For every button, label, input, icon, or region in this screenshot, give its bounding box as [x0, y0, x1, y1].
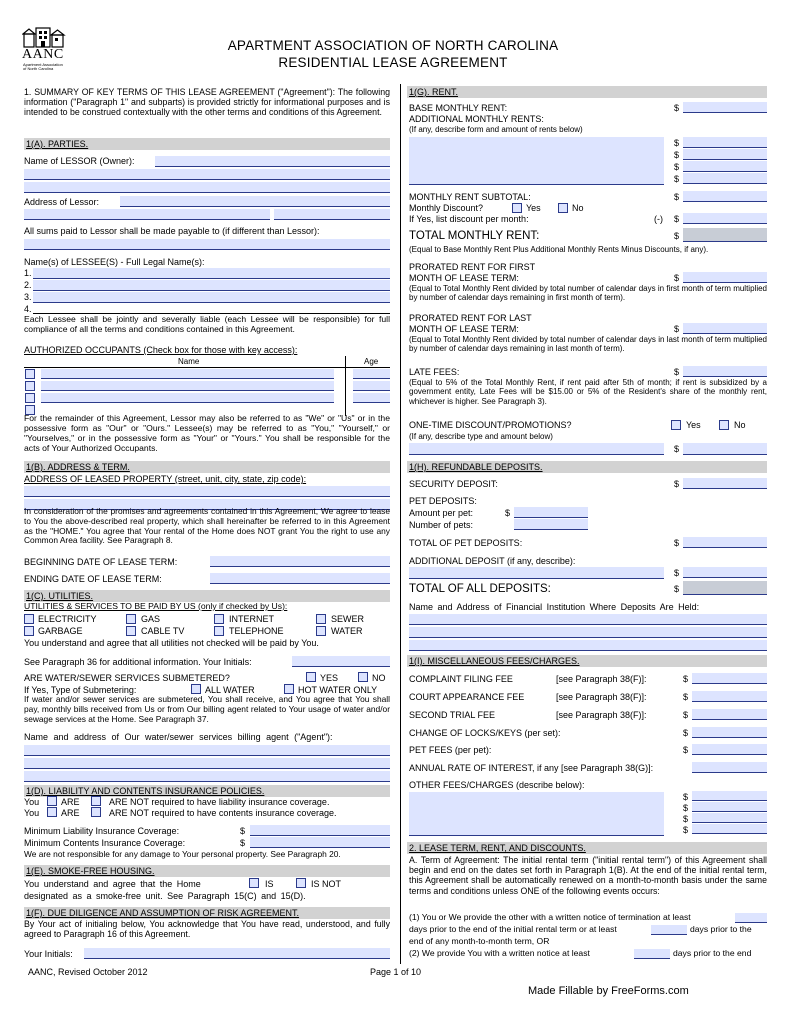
- utilities-paid-label: UTILITIES & SERVICES TO BE PAID BY US (only if checked by Us):: [24, 601, 288, 611]
- occupant-2-name[interactable]: [41, 381, 334, 391]
- lessor-address-field-3[interactable]: [274, 209, 390, 220]
- institution-label: Name and Address of Financial Institution Where Deposits Are Held:: [409, 602, 700, 612]
- late-fees-label: LATE FEES:: [409, 367, 460, 377]
- dollar-sign: $: [674, 584, 680, 594]
- additional-rent-2[interactable]: [683, 149, 767, 160]
- internet-checkbox[interactable]: [214, 614, 224, 624]
- submetered-yes-checkbox[interactable]: [306, 672, 316, 682]
- notice-days-field-3[interactable]: [634, 949, 670, 959]
- other-fee-4[interactable]: [692, 824, 767, 834]
- you-label: You: [24, 797, 40, 807]
- telephone-label: TELEPHONE: [229, 626, 284, 636]
- amount-per-pet-field[interactable]: [514, 507, 588, 518]
- contents-are-checkbox[interactable]: [47, 807, 57, 817]
- notice-days-field-1[interactable]: [735, 913, 767, 923]
- beginning-date-label: BEGINNING DATE OF LEASE TERM:: [24, 557, 178, 567]
- smoke-is-checkbox[interactable]: [249, 878, 259, 888]
- hot-water-checkbox[interactable]: [284, 684, 294, 694]
- logo-subtext: of North Carolina: [23, 66, 54, 71]
- lessor-name-field-3[interactable]: [24, 182, 390, 193]
- total-monthly-rent-field[interactable]: [683, 228, 767, 242]
- hot-water-label: HOT WATER ONLY: [298, 685, 378, 695]
- term-clause-1b: days prior to the end of the initial rental term or at least: [409, 924, 617, 934]
- your-initials-label: Your Initials:: [24, 949, 73, 959]
- lessor-name-label: Name of LESSOR (Owner):: [24, 156, 135, 166]
- pet-deposits-label: PET DEPOSITS:: [409, 496, 477, 506]
- subtotal-field[interactable]: [683, 191, 767, 202]
- total-rent-note: (Equal to Base Monthly Rent Plus Additional Monthly Rents Minus Discounts, if any).: [409, 245, 709, 254]
- liability-are-not-checkbox[interactable]: [91, 796, 101, 806]
- total-pet-deposits-field[interactable]: [683, 537, 767, 548]
- lessor-name-field-2[interactable]: [24, 169, 390, 180]
- see-38f-label: [see Paragraph 38(F)]:: [556, 710, 647, 720]
- section-1f-header: [24, 907, 390, 919]
- locks-keys-label: CHANGE OF LOCKS/KEYS (per set):: [409, 728, 561, 738]
- locks-keys-field[interactable]: [692, 727, 767, 738]
- gas-label: GAS: [141, 614, 161, 624]
- dollar-sign: $: [674, 538, 680, 548]
- section-2-header: [407, 842, 767, 854]
- leased-property-label: ADDRESS OF LEASED PROPERTY (street, unit, city, state, zip code):: [24, 474, 307, 484]
- occupant-2-checkbox[interactable]: [25, 381, 35, 391]
- security-deposit-label: SECURITY DEPOSIT:: [409, 479, 498, 489]
- utilities-note: You understand and agree that all utilities not checked will be paid by You.: [24, 638, 319, 648]
- submetering-type-label: If Yes, Type of Submetering:: [24, 685, 137, 695]
- prorated-first-field[interactable]: [683, 272, 767, 283]
- term-clause-1c: days prior to the: [690, 924, 752, 934]
- cable-tv-label: CABLE TV: [141, 626, 185, 636]
- total-all-deposits-field[interactable]: [683, 581, 767, 595]
- page-number: Page 1 of 10: [370, 967, 422, 977]
- payable-field[interactable]: [24, 239, 390, 250]
- section-title: 1(F). DUE DILIGENCE AND ASSUMPTION OF RISK AGREEMENT.: [26, 908, 300, 918]
- contents-are-not-label: ARE NOT required to have contents insurance coverage.: [109, 808, 337, 818]
- onetime-no-checkbox[interactable]: [719, 420, 729, 430]
- section-title: 1(I). MISCELLANEOUS FEES/CHARGES.: [409, 656, 580, 666]
- onetime-yes-label: Yes: [686, 420, 701, 430]
- second-trial-field[interactable]: [692, 709, 767, 720]
- dollar-sign: $: [674, 138, 680, 148]
- dollar-sign: $: [683, 792, 689, 802]
- column-divider: [400, 84, 401, 964]
- term-clause-2b: days prior to the end: [673, 948, 752, 958]
- lessor-address-field-2[interactable]: [24, 209, 270, 220]
- monthly-discount-label: Monthly Discount?: [409, 203, 484, 213]
- amount-per-pet-label: Amount per pet:: [409, 508, 474, 518]
- dollar-sign: $: [683, 803, 689, 813]
- institution-field[interactable]: [409, 614, 767, 625]
- submetered-yes-label: YES: [320, 673, 339, 683]
- beginning-date-field[interactable]: [210, 556, 390, 567]
- dollar-sign: $: [674, 162, 680, 172]
- water-label: WATER: [331, 626, 363, 636]
- lessee-1-field[interactable]: [33, 268, 390, 279]
- all-water-checkbox[interactable]: [191, 684, 201, 694]
- term-clause-2: (2) We provide You with a written notice at least: [409, 948, 590, 958]
- are-label: ARE: [61, 797, 80, 807]
- electricity-checkbox[interactable]: [24, 614, 34, 624]
- dollar-sign: $: [674, 273, 680, 283]
- consideration-text: In consideration of the promises and agreements contained in this Agreement, We agree to lease to You the above-described real property, which shall hereinafter be referred to in this Agreement as the "HOME." You agree that Your rental of the Home does NOT grant You the right to use any Common Area facility. See Paragraph 8.: [24, 506, 390, 546]
- number-of-pets-field[interactable]: [514, 519, 588, 530]
- min-liability-label: Minimum Liability Insurance Coverage:: [24, 826, 180, 836]
- garbage-label: GARBAGE: [38, 626, 83, 636]
- submetered-no-checkbox[interactable]: [358, 672, 368, 682]
- prorated-first-note: (Equal to Total Monthly Rent divided by total number of calendar days in first month of term multiplied by number of calendar days remaining in first month of term).: [409, 284, 767, 303]
- due-diligence-text: By Your act of initialing below, You acknowledge that You have read, understood, and fully agreed to Paragraph 16 of this Agreement.: [24, 919, 390, 940]
- lessee-3-field[interactable]: [33, 292, 390, 303]
- occupant-3-age[interactable]: [353, 393, 390, 403]
- lessee-number: 1.: [24, 268, 32, 278]
- all-water-label: ALL WATER: [205, 685, 255, 695]
- other-fee-2[interactable]: [692, 802, 767, 812]
- additional-deposit-field[interactable]: [683, 567, 767, 578]
- occupant-1-checkbox[interactable]: [25, 369, 35, 379]
- billing-agent-label: Name and address of Our water/sewer services billing agent ("Agent"):: [24, 732, 333, 742]
- late-fees-note: (Equal to 5% of the Total Monthly Rent, if rent paid after 5th of month; if rent is subsidized by a government entity, Late Fees will be $15.00 or 5% of the Resident's share of the monthly rent, whichever is higher. See Paragraph 3).: [409, 378, 767, 406]
- water-checkbox[interactable]: [316, 626, 326, 636]
- dollar-sign: $: [674, 231, 680, 241]
- occupant-3-checkbox[interactable]: [25, 393, 35, 403]
- utilities-initials-field[interactable]: [292, 656, 390, 667]
- interest-field[interactable]: [692, 762, 767, 773]
- subtotal-label: MONTHLY RENT SUBTOTAL:: [409, 192, 531, 202]
- dollar-sign: $: [240, 826, 246, 836]
- discount-field[interactable]: [683, 213, 767, 224]
- section-1h-header: [407, 461, 767, 473]
- document-subtitle: RESIDENTIAL LEASE AGREEMENT: [278, 55, 508, 70]
- smoke-is-label: IS: [265, 879, 274, 889]
- section-1g-header: [407, 86, 767, 98]
- institution-field-2[interactable]: [409, 627, 767, 638]
- prorated-last-note: (Equal to Total Monthly Rent divided by total number of calendar days in last month of term multiplied by number of calendar days remaining in last month of term).: [409, 335, 767, 354]
- smoke-free-text: You understand and agree that the Home: [24, 879, 201, 889]
- billing-agent-field[interactable]: [24, 745, 390, 756]
- garbage-checkbox[interactable]: [24, 626, 34, 636]
- discount-yes-label: Yes: [526, 203, 541, 213]
- dollar-sign: $: [674, 568, 680, 578]
- one-time-note: (If any, describe type and amount below): [409, 432, 553, 441]
- dollar-sign: $: [674, 150, 680, 160]
- section-1d-header: [24, 785, 390, 797]
- dollar-sign: $: [683, 745, 689, 755]
- occupants-age-col: Age: [364, 357, 379, 366]
- min-contents-label: Minimum Contents Insurance Coverage:: [24, 838, 186, 848]
- lessor-address-field[interactable]: [120, 196, 390, 207]
- sewer-label: SEWER: [331, 614, 365, 624]
- other-fee-1[interactable]: [692, 791, 767, 801]
- one-time-desc-field[interactable]: [409, 443, 664, 455]
- additional-rent-3[interactable]: [683, 161, 767, 172]
- are-label: ARE: [61, 808, 80, 818]
- section-title: 1(D). LIABILITY AND CONTENTS INSURANCE POLICIES.: [26, 786, 265, 796]
- discount-no-label: No: [572, 203, 584, 213]
- security-deposit-field[interactable]: [683, 478, 767, 489]
- ending-date-field[interactable]: [210, 573, 390, 584]
- one-time-discount-label: ONE-TIME DISCOUNT/PROMOTIONS?: [409, 420, 572, 430]
- dollar-sign: $: [674, 444, 680, 454]
- not-responsible-text: We are not responsible for any damage to Your personal property. See Paragraph 20.: [24, 849, 341, 859]
- smoke-is-not-label: IS NOT: [311, 879, 342, 889]
- dollar-sign: $: [683, 674, 689, 684]
- billing-agent-field-3[interactable]: [24, 771, 390, 782]
- submetered-no-label: NO: [372, 673, 386, 683]
- dollar-sign: $: [674, 367, 680, 377]
- term-of-agreement-text: A. Term of Agreement: The initial rental term ("initial rental term") of this Agreement shall begin and end on the dates set forth in Paragraph 1(B). At the end of the initial rental term, this Agreement shall be automatically renewed on a month-to-month basis under the same terms and conditions unless ONE of the following events occurs:: [409, 855, 767, 896]
- lessee-label: Name(s) of LESSEE(S) - Full Legal Name(s):: [24, 257, 205, 267]
- occupant-2-age[interactable]: [353, 381, 390, 391]
- ending-date-label: ENDING DATE OF LEASE TERM:: [24, 574, 162, 584]
- total-pet-deposits-label: TOTAL OF PET DEPOSITS:: [409, 538, 523, 548]
- internet-label: INTERNET: [229, 614, 274, 624]
- section-title: 1(G). RENT.: [409, 87, 459, 97]
- smoke-free-text-2: designated as a smoke-free unit. See Paragraph 15(C) and 15(D).: [24, 891, 306, 901]
- additional-deposit-desc[interactable]: [409, 567, 664, 579]
- you-label: You: [24, 808, 40, 818]
- pet-fees-label: PET FEES (per pet):: [409, 745, 492, 755]
- term-clause-1: (1) You or We provide the other with a written notice of termination at least: [409, 912, 691, 922]
- lessee-number: 3.: [24, 292, 32, 302]
- prorated-last-label: PRORATED RENT FOR LAST: [409, 313, 532, 323]
- occupants-name-col: Name: [178, 357, 200, 366]
- logo-subtext: Apartment Association: [23, 62, 63, 67]
- telephone-checkbox[interactable]: [214, 626, 224, 636]
- late-fees-field[interactable]: [683, 366, 767, 377]
- number-of-pets-label: Number of pets:: [409, 520, 474, 530]
- additional-rent-1[interactable]: [683, 137, 767, 148]
- notice-days-field-2[interactable]: [651, 925, 687, 935]
- prorated-first-label: PRORATED RENT FOR FIRST: [409, 262, 536, 272]
- additional-rents-label: ADDITIONAL MONTHLY RENTS:: [409, 114, 544, 124]
- occupant-1-name[interactable]: [41, 369, 334, 379]
- court-fee-label: COURT APPEARANCE FEE: [409, 692, 525, 702]
- other-fee-3[interactable]: [692, 813, 767, 823]
- occupant-1-age[interactable]: [353, 369, 390, 379]
- discount-no-checkbox[interactable]: [558, 203, 568, 213]
- prorated-last-label-2: MONTH OF LEASE TERM:: [409, 324, 519, 334]
- property-address-field[interactable]: [24, 486, 390, 497]
- complaint-fee-field[interactable]: [692, 673, 767, 684]
- paragraph-36-label: See Paragraph 36 for additional information. Your Initials:: [24, 657, 252, 667]
- electricity-label: ELECTRICITY: [38, 614, 97, 624]
- dollar-sign: $: [683, 825, 689, 835]
- prorated-last-field[interactable]: [683, 323, 767, 334]
- section-title: 1(H). REFUNDABLE DEPOSITS.: [409, 462, 543, 472]
- court-fee-field[interactable]: [692, 691, 767, 702]
- lessee-2-field[interactable]: [33, 280, 390, 291]
- dollar-sign: $: [683, 710, 689, 720]
- revision-date: AANC, Revised October 2012: [28, 967, 148, 977]
- lessee-number: 2.: [24, 280, 32, 290]
- see-38f-label: [see Paragraph 38(F)]:: [556, 674, 647, 684]
- other-fees-label: OTHER FEES/CHARGES (describe below):: [409, 780, 585, 790]
- liability-are-not-label: ARE NOT required to have liability insurance coverage.: [109, 797, 330, 807]
- one-time-amount-field[interactable]: [683, 443, 767, 455]
- additional-rents-note: (If any, describe form and amount of rents below): [409, 125, 583, 134]
- dollar-sign: $: [240, 838, 246, 848]
- discount-list-label: If Yes, list discount per month:: [409, 214, 529, 224]
- remainder-text: For the remainder of this Agreement, Lessor may also be referred to as "We" or "Us" or in the possessive form as "Our" or "Ours." Lessee(s) may be referred to as "You," "Yourself," or "Yourselves," or in the possessive form as "Your" or "Yours." You shall be responsible for the acts of Your Authorized Occupants.: [24, 413, 390, 453]
- term-clause-1d: end of any month-to-month term, OR: [409, 936, 550, 946]
- interest-label: ANNUAL RATE OF INTEREST, if any [see Paragraph 38(G)]:: [409, 763, 654, 773]
- section-title: 1(E). SMOKE-FREE HOUSING.: [26, 866, 155, 876]
- occupant-3-name[interactable]: [41, 393, 334, 403]
- onetime-yes-checkbox[interactable]: [671, 420, 681, 430]
- dollar-sign: $: [674, 192, 680, 202]
- dollar-sign: $: [674, 479, 680, 489]
- base-rent-label: BASE MONTHLY RENT:: [409, 103, 508, 113]
- dollar-sign: $: [674, 324, 680, 334]
- gas-checkbox[interactable]: [126, 614, 136, 624]
- other-fees-desc[interactable]: [409, 792, 664, 836]
- dollar-sign: $: [505, 508, 511, 518]
- section-title: 2. LEASE TERM, RENT, AND DISCOUNTS.: [409, 843, 586, 853]
- section-1a-header: [24, 138, 390, 150]
- smoke-is-not-checkbox[interactable]: [296, 878, 306, 888]
- section-title: 1(B). ADDRESS & TERM.: [26, 462, 130, 472]
- document-title: APARTMENT ASSOCIATION OF NORTH CAROLINA: [227, 38, 559, 53]
- section-title: 1(A). PARTIES.: [26, 139, 89, 149]
- cable-tv-checkbox[interactable]: [126, 626, 136, 636]
- dollar-sign: $: [683, 692, 689, 702]
- initials-field[interactable]: [84, 948, 390, 959]
- dollar-sign: $: [674, 174, 680, 184]
- occupants-label: AUTHORIZED OCCUPANTS (Check box for those with key access):: [24, 345, 298, 355]
- summary-paragraph: 1. SUMMARY OF KEY TERMS OF THIS LEASE AGREEMENT ("Agreement"): The following information ("Paragraph 1" and subparts) is provided strictly for informational purposes and is intended to be construed contextually with the other terms and conditions of this Agreement.: [24, 87, 390, 118]
- lessor-address-label: Address of Lessor:: [24, 197, 100, 207]
- dollar-sign: $: [674, 214, 680, 224]
- billing-agent-field-2[interactable]: [24, 758, 390, 769]
- see-38f-label: [see Paragraph 38(F)]:: [556, 692, 647, 702]
- liability-are-checkbox[interactable]: [47, 796, 57, 806]
- section-1i-header: [407, 655, 767, 667]
- additional-deposit-label: ADDITIONAL DEPOSIT (if any, describe):: [409, 556, 576, 566]
- dollar-sign: $: [674, 103, 680, 113]
- submetered-label: ARE WATER/SEWER SERVICES SUBMETERED?: [24, 673, 230, 683]
- section-title: 1(C). UTILITIES.: [26, 591, 94, 601]
- base-rent-field[interactable]: [683, 102, 767, 113]
- lessor-name-field[interactable]: [155, 156, 390, 167]
- submetering-text: If water and/or sewer services are submetered, You shall receive, and You agree that You shall pay, monthly bills received from Us or from Our billing agent related to Your usage of water and/or sewage services at the Home. See Paragraph 37.: [24, 694, 390, 724]
- minus-sign: (-): [654, 214, 663, 224]
- onetime-no-label: No: [734, 420, 746, 430]
- liability-text: Each Lessee shall be jointly and severally liable (each Lessee will be responsible) for full compliance of all the terms and conditions contained in this Agreement.: [24, 314, 390, 334]
- contents-are-not-checkbox[interactable]: [91, 807, 101, 817]
- total-all-deposits-label: TOTAL OF ALL DEPOSITS:: [409, 583, 551, 595]
- section-1e-header: [24, 865, 390, 877]
- pet-fees-field[interactable]: [692, 744, 767, 755]
- prorated-first-label-2: MONTH OF LEASE TERM:: [409, 273, 519, 283]
- additional-rent-4[interactable]: [683, 173, 767, 184]
- second-trial-label: SECOND TRIAL FEE: [409, 710, 496, 720]
- min-liability-field[interactable]: [250, 825, 390, 836]
- min-contents-field[interactable]: [250, 837, 390, 848]
- additional-rent-desc[interactable]: [409, 137, 664, 185]
- section-1b-header: [24, 461, 390, 473]
- logo-text: AANC: [22, 47, 64, 62]
- sewer-checkbox[interactable]: [316, 614, 326, 624]
- discount-yes-checkbox[interactable]: [512, 203, 522, 213]
- dollar-sign: $: [683, 728, 689, 738]
- payable-label: All sums paid to Lessor shall be made payable to (if different than Lessor):: [24, 226, 320, 236]
- lessee-number: 4.: [24, 304, 32, 314]
- total-monthly-rent-label: TOTAL MONTHLY RENT:: [409, 230, 540, 242]
- fillable-credit: Made Fillable by FreeForms.com: [528, 985, 689, 997]
- institution-field-3[interactable]: [409, 640, 767, 651]
- dollar-sign: $: [683, 814, 689, 824]
- complaint-fee-label: COMPLAINT FILING FEE: [409, 674, 513, 684]
